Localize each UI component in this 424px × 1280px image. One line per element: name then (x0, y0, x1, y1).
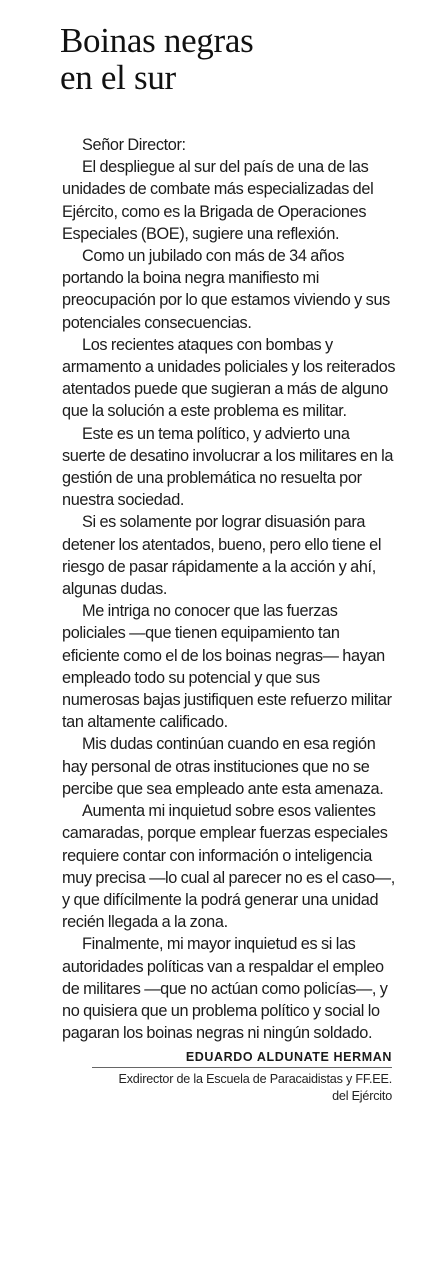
author-role (60, 1071, 392, 1105)
paragraph-7: Mis dudas continúan cuando en esa región hay personal de otras instituciones que no se percibe que sea empleado ante esta amenaza. (62, 735, 384, 798)
author-role-line-1: Exdirector de la Escuela de Paracaidistas y FF.EE. (118, 1072, 392, 1087)
signature-divider (92, 1067, 392, 1068)
paragraph-9: Finalmente, mi mayor inquietud es si las autoridades políticas van a respaldar el empleo de militares —que no actúan como policías—, y no quisiera que un problema político y social lo pagaran los boinas negras ni ningún soldado. (62, 935, 388, 1043)
headline-line-2: en el sur (60, 58, 176, 97)
paragraph-6: Me intriga no conocer que las fuerzas policiales —que tienen equipamiento tan eficiente como el de los boinas negras— hayan empleado todo su potencial y que sus numerosas bajas justifiquen este refuerzo militar tan altamente calificado. (62, 602, 392, 732)
paragraph-8: Aumenta mi inquietud sobre esos valientes camaradas, porque emplear fuerzas especiales requiere contar con información o inteligencia muy precisa —lo cual al parecer no es el caso—, y que difícilmente la podrá generar una unidad recién llegada a la zona. (62, 802, 395, 932)
author-name: EDUARDO ALDUNATE HERMAN (185, 1050, 392, 1065)
paragraph-2: Como un jubilado con más de 34 años portando la boina negra manifiesto mi preocupación por lo que estamos viviendo y sus potenciales consecuencias. (62, 247, 390, 332)
paragraph-1: El despliegue al sur del país de una de las unidades de combate más especializadas del Ejército, como es la Brigada de Operaciones Especiales (BOE), sugiere una reflexión. (62, 158, 374, 243)
headline (60, 22, 396, 96)
salutation: Señor Director: (82, 136, 186, 154)
paragraph-5: Si es solamente por lograr disuasión para detener los atentados, bueno, pero ello tiene el riesgo de pasar rápidamente a la acción y ahí, algunas dudas. (62, 513, 382, 599)
letter-body (62, 134, 396, 1044)
headline-line-1: Boinas negras (60, 21, 254, 60)
paragraph-4: Este es un tema político, y advierto una suerte de desatino involucrar a los militares en la gestión de una problemática no resuelta por nuestra sociedad. (62, 424, 394, 510)
author-role-line-2: del Ejército (332, 1089, 392, 1104)
paragraph-3: Los recientes ataques con bombas y armamento a unidades policiales y los reiterados atentados puede que sugieran a más de alguno que la solución a este problema es militar. (62, 335, 396, 421)
